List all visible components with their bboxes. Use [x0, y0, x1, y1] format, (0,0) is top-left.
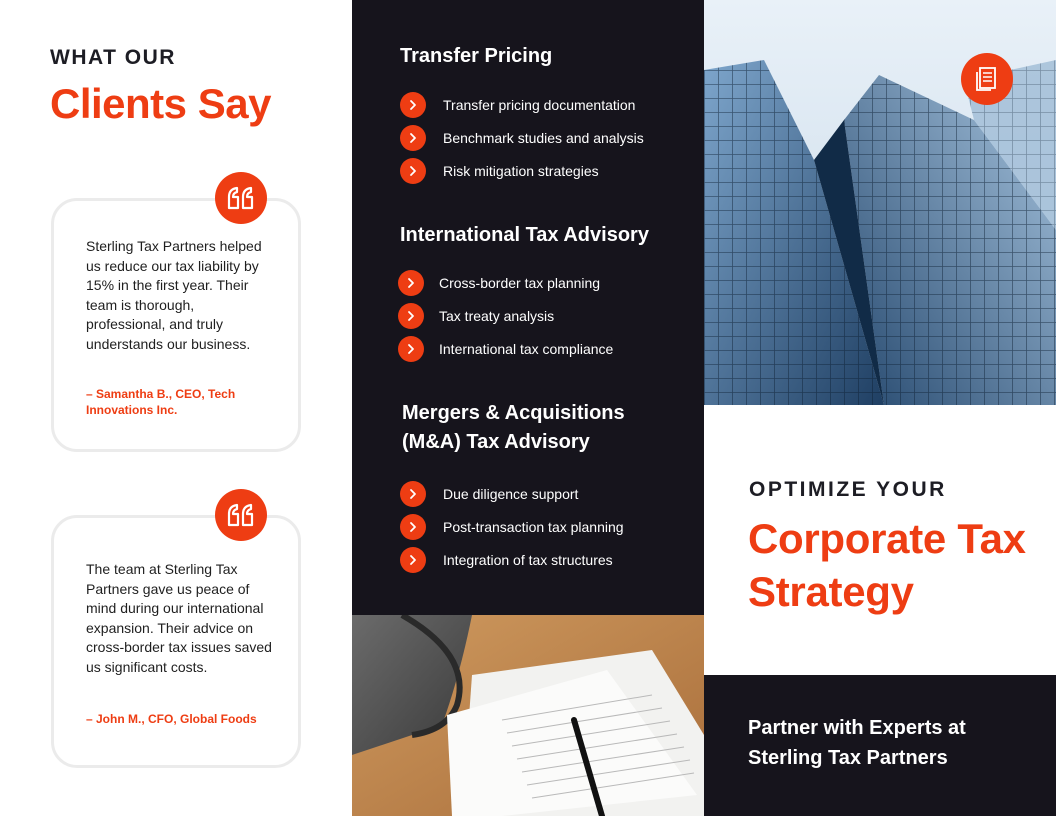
testimonial-card	[51, 515, 301, 768]
list-item-label: Post-transaction tax planning	[443, 518, 624, 535]
document-icon	[961, 53, 1013, 105]
cover-panel	[704, 0, 1056, 816]
testimonials-kicker: WHAT OUR	[50, 46, 176, 69]
footer-band	[704, 675, 1056, 816]
chevron-right-icon	[400, 547, 426, 573]
cover-heading: Corporate Tax Strategy	[748, 515, 1026, 615]
quote-icon	[215, 172, 267, 224]
list-item	[400, 88, 644, 121]
list-item-label: Cross-border tax planning	[439, 274, 601, 291]
chevron-right-icon	[400, 92, 426, 118]
testimonial-author: – Samantha B., CEO, Tech Innovations Inc.	[86, 387, 236, 417]
chevron-right-icon	[398, 303, 424, 329]
list-item-label: Tax treaty analysis	[439, 307, 555, 324]
testimonials-heading: Clients Say	[50, 80, 271, 127]
list-item-label: International tax compliance	[439, 340, 614, 357]
list-item	[400, 154, 644, 187]
mergers-acquisitions-list	[400, 477, 624, 576]
testimonial-text: Sterling Tax Partners helped us reduce our tax liability by 15% in the first year. Their team is thorough, professional, and truly understands our business.	[86, 238, 262, 352]
quote-icon	[215, 489, 267, 541]
list-item	[400, 543, 624, 576]
tax-form-photo	[352, 615, 704, 816]
testimonial-author: – John M., CFO, Global Foods	[86, 712, 257, 726]
section-title-mergers-acquisitions: Mergers & Acquisitions (M&A) Tax Advisory	[402, 402, 625, 453]
list-item-label: Integration of tax structures	[443, 551, 613, 568]
testimonials-panel	[0, 0, 352, 816]
international-tax-list	[398, 266, 613, 365]
footer-tagline: Partner with Experts at Sterling Tax Partners	[748, 717, 966, 769]
list-item-label: Benchmark studies and analysis	[443, 129, 644, 146]
chevron-right-icon	[400, 481, 426, 507]
services-panel	[352, 0, 704, 816]
chevron-right-icon	[398, 336, 424, 362]
transfer-pricing-list	[400, 88, 644, 187]
section-title-transfer-pricing: Transfer Pricing	[400, 45, 553, 67]
list-item-label: Risk mitigation strategies	[443, 162, 599, 179]
list-item	[398, 299, 613, 332]
testimonial-card	[51, 198, 301, 452]
list-item	[400, 510, 624, 543]
chevron-right-icon	[400, 158, 426, 184]
testimonial-text: The team at Sterling Tax Partners gave us peace of mind during our international expansion. Their advice on cross-border tax issues saved us significant costs.	[86, 561, 272, 675]
cover-kicker: OPTIMIZE YOUR	[749, 478, 947, 501]
chevron-right-icon	[400, 514, 426, 540]
list-item	[400, 121, 644, 154]
section-title-international-tax: International Tax Advisory	[400, 224, 649, 246]
chevron-right-icon	[398, 270, 424, 296]
list-item	[398, 332, 613, 365]
list-item-label: Due diligence support	[443, 485, 579, 502]
list-item	[398, 266, 613, 299]
list-item-label: Transfer pricing documentation	[443, 96, 636, 113]
chevron-right-icon	[400, 125, 426, 151]
list-item	[400, 477, 624, 510]
